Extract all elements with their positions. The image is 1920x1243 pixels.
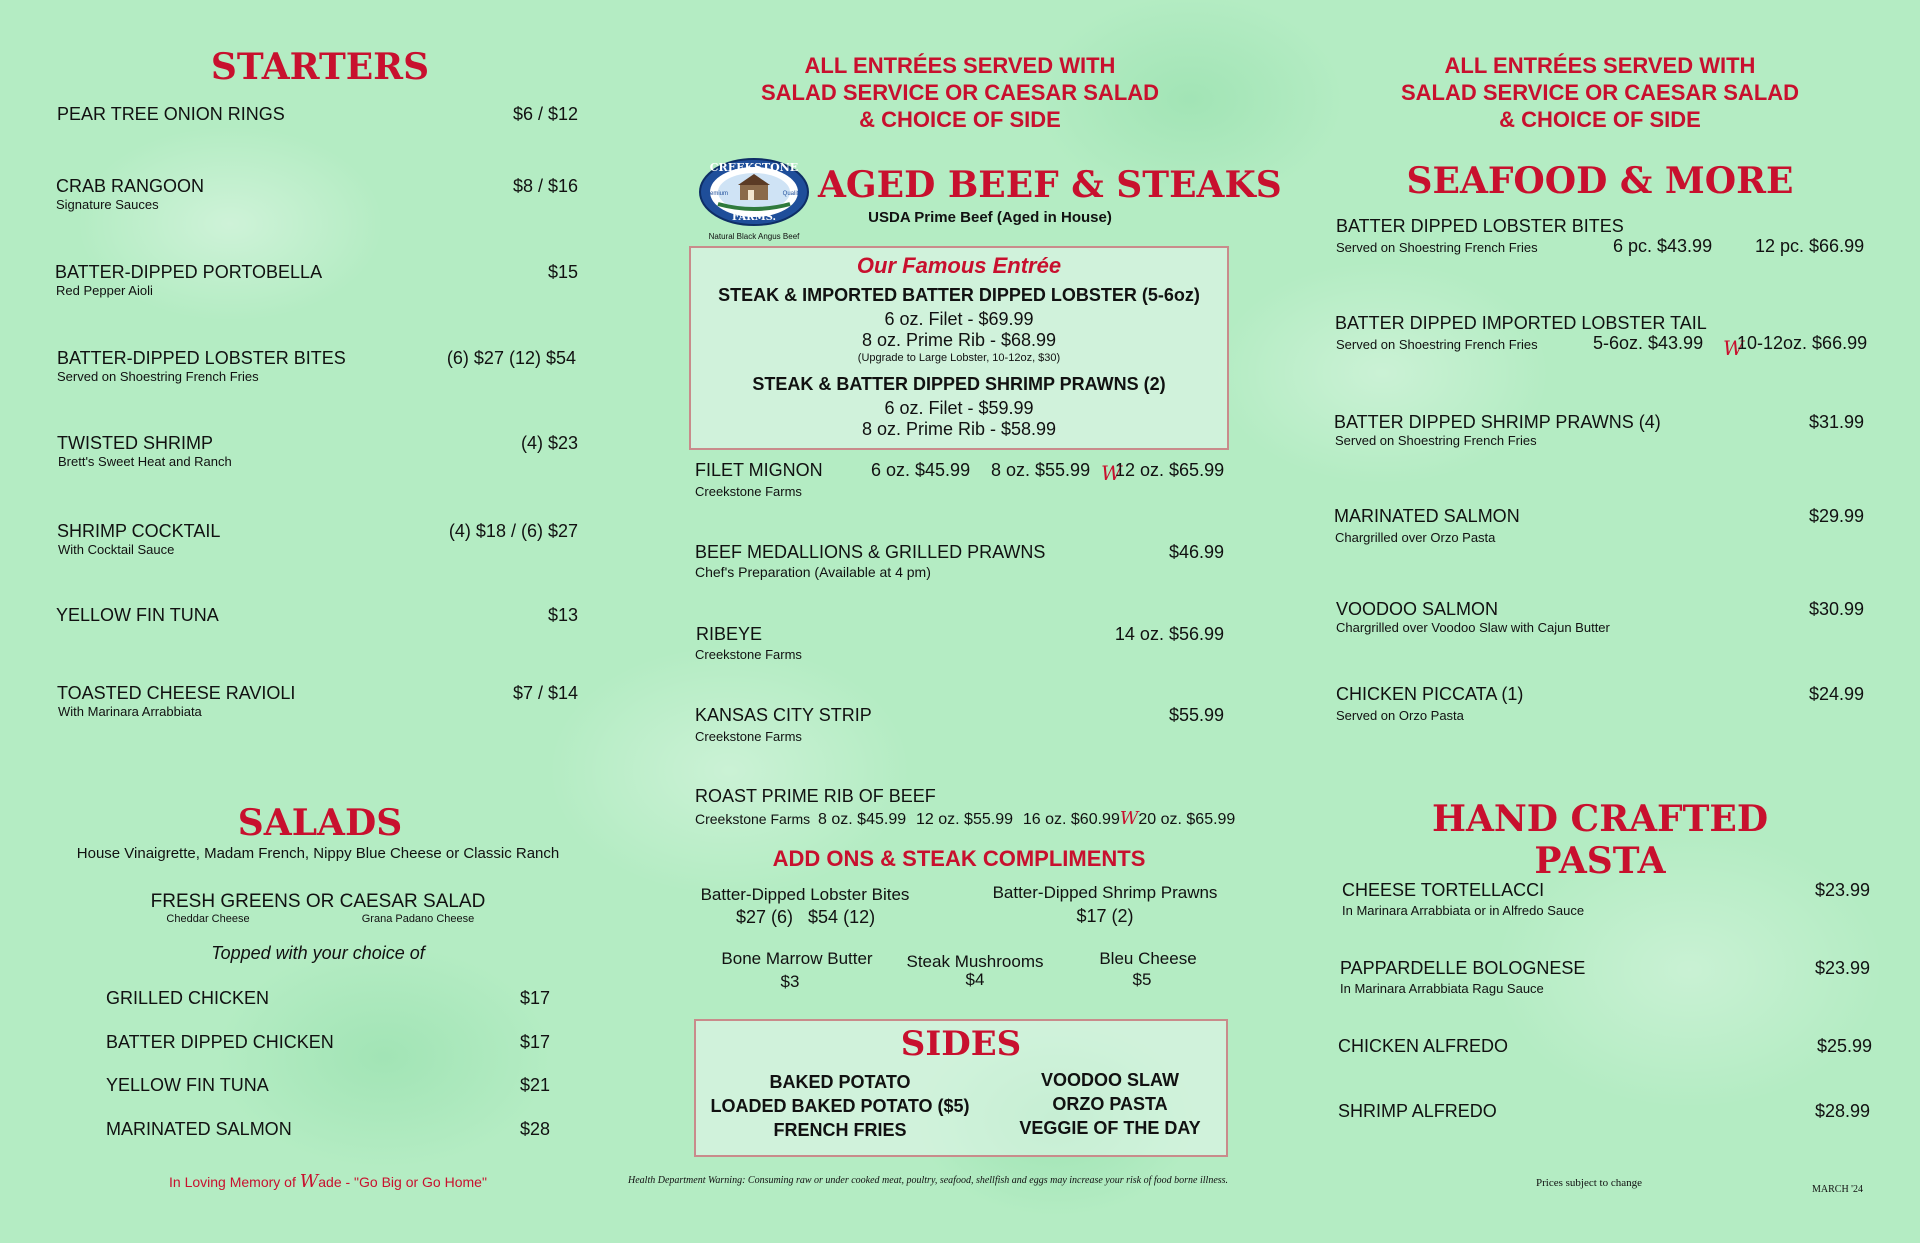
- seafood-item-name: BATTER DIPPED LOBSTER BITES: [1336, 216, 1624, 236]
- seafood-item-price: $24.99: [1808, 684, 1864, 704]
- seafood-item-desc: Served on Orzo Pasta: [1336, 708, 1464, 723]
- pasta-item-name: CHICKEN ALFREDO: [1338, 1036, 1509, 1056]
- side-item: VEGGIE OF THE DAY: [1019, 1118, 1201, 1138]
- beef-item-price: 20 oz. $65.99: [1138, 811, 1236, 828]
- seafood-item-name: VOODOO SALMON: [1336, 599, 1499, 619]
- pasta-item-name: SHRIMP ALFREDO: [1338, 1101, 1497, 1121]
- seafood-item-desc: Served on Shoestring French Fries: [1335, 433, 1537, 448]
- famous-lobster-rib: 8 oz. Prime Rib - $68.99: [861, 330, 1057, 350]
- starter-item-price: (6) $27 (12) $54: [446, 348, 576, 368]
- salad-topping-name: BATTER DIPPED CHICKEN: [106, 1032, 334, 1052]
- addon-price: $27 (6) $54 (12): [736, 907, 876, 927]
- seafood-title: SEAFOOD & MORE: [1406, 160, 1794, 202]
- seafood-item-name: MARINATED SALMON: [1334, 506, 1520, 526]
- starter-item-name: SHRIMP COCKTAIL: [57, 521, 221, 541]
- seafood-item-price: $31.99: [1808, 412, 1864, 432]
- memorial-note-post: ade - "Go Big or Go Home": [318, 1174, 487, 1190]
- starter-item-name: BATTER-DIPPED LOBSTER BITES: [57, 348, 346, 368]
- beef-item-price: 12 oz. $55.99: [916, 811, 1013, 828]
- starter-item-desc: With Marinara Arrabbiata: [58, 704, 202, 719]
- addon-name: Batter-Dipped Shrimp Prawns: [992, 883, 1218, 902]
- beef-item-price: $46.99: [1168, 542, 1224, 562]
- starter-item-desc: Brett's Sweet Heat and Ranch: [58, 454, 232, 469]
- seafood-item-price: $29.99: [1808, 506, 1864, 526]
- beef-item-price: 12 oz. $65.99: [1115, 460, 1225, 480]
- creekstone-logo-emblem: [696, 156, 812, 228]
- starter-item-desc: Signature Sauces: [56, 197, 159, 212]
- side-item: ORZO PASTA: [1052, 1094, 1168, 1114]
- sides-title: SIDES: [900, 1024, 1022, 1064]
- side-item: BAKED POTATO: [769, 1072, 911, 1092]
- pasta-title-line: HAND CRAFTED: [1431, 798, 1769, 840]
- beef-item-name: BEEF MEDALLIONS & GRILLED PRAWNS: [695, 542, 1046, 562]
- salad-dressings: House Vinaigrette, Madam French, Nippy Blue Cheese or Classic Ranch: [76, 845, 560, 862]
- beef-item-desc: Creekstone Farms: [695, 729, 802, 744]
- seafood-item-desc: Chargrilled over Voodoo Slaw with Cajun Butter: [1336, 620, 1610, 635]
- beef-item-name: KANSAS CITY STRIP: [695, 705, 872, 725]
- salad-choice-sub-right: Grana Padano Cheese: [361, 913, 475, 925]
- entree-note-line: SALAD SERVICE OR CAESAR SALAD: [760, 80, 1160, 105]
- seafood-item-price: 12 pc. $66.99: [1755, 236, 1865, 256]
- side-item: LOADED BAKED POTATO ($5): [710, 1096, 970, 1116]
- entree-note-line: & CHOICE OF SIDE: [859, 107, 1061, 132]
- beef-item-name: ROAST PRIME RIB OF BEEF: [695, 786, 936, 806]
- beef-item-price: 8 oz. $45.99: [818, 811, 907, 828]
- starter-item-price: $13: [547, 605, 578, 625]
- salad-topping-name: GRILLED CHICKEN: [106, 988, 270, 1008]
- logo-bottom-text: FARMS.: [732, 212, 776, 223]
- pasta-item-price: $23.99: [1814, 880, 1870, 900]
- pasta-title: [1400, 798, 1800, 882]
- pasta-item-price: $25.99: [1816, 1036, 1872, 1056]
- starter-item-desc: With Cocktail Sauce: [58, 542, 175, 557]
- entree-note-line: & CHOICE OF SIDE: [1499, 107, 1701, 132]
- beef-item-price: $55.99: [1168, 705, 1224, 725]
- starter-item-name: TOASTED CHEESE RAVIOLI: [57, 683, 296, 703]
- seafood-item-price: 6 pc. $43.99: [1613, 236, 1713, 256]
- pasta-item-price: $28.99: [1814, 1101, 1870, 1121]
- salad-topping-price: $28: [519, 1119, 550, 1139]
- beef-item-desc: Chef's Preparation (Available at 4 pm): [695, 564, 931, 580]
- memorial-note-pre: In Loving Memory of: [169, 1174, 300, 1190]
- beef-item-desc: Creekstone Farms: [695, 647, 802, 662]
- addon-price: $5: [1132, 970, 1152, 989]
- seafood-item-name: CHICKEN PICCATA (1): [1336, 684, 1524, 704]
- starter-item-price: $7 / $14: [512, 683, 578, 703]
- pasta-item-name: PAPPARDELLE BOLOGNESE: [1340, 958, 1586, 978]
- starters-title: STARTERS: [210, 46, 430, 88]
- entree-note-middle: [700, 52, 1220, 133]
- addon-price: $3: [780, 972, 800, 991]
- beef-item-price: 8 oz. $55.99: [991, 460, 1091, 480]
- famous-lobster-upgrade: (Upgrade to Large Lobster, 10-12oz, $30): [857, 352, 1061, 364]
- seafood-item-name: BATTER DIPPED IMPORTED LOBSTER TAIL: [1335, 313, 1707, 333]
- beef-item-desc: Creekstone Farms: [695, 811, 811, 827]
- pasta-item-desc: In Marinara Arrabbiata or in Alfredo Sauce: [1342, 903, 1585, 918]
- famous-prawn-title: STEAK & BATTER DIPPED SHRIMP PRAWNS (2): [752, 374, 1166, 394]
- salad-choice-sub-left: Cheddar Cheese: [166, 913, 250, 925]
- starter-item-desc: Red Pepper Aioli: [56, 283, 153, 298]
- salad-topping-price: $21: [519, 1075, 550, 1095]
- logo-left-text: Premium: [703, 191, 729, 197]
- sides-right-list: [1000, 1068, 1220, 1140]
- starter-item-name: BATTER-DIPPED PORTOBELLA: [55, 262, 323, 282]
- addon-name: Bleu Cheese: [1099, 949, 1197, 968]
- entree-note-line: ALL ENTRÉES SERVED WITH: [804, 53, 1116, 78]
- w-mark: W: [1101, 461, 1122, 485]
- beef-subtitle: USDA Prime Beef (Aged in House): [868, 209, 1112, 226]
- seafood-item-desc: Chargrilled over Orzo Pasta: [1335, 530, 1496, 545]
- menu-date: MARCH '24: [1812, 1184, 1863, 1195]
- starter-item-price: (4) $23: [520, 433, 578, 453]
- pasta-item-desc: In Marinara Arrabbiata Ragu Sauce: [1340, 981, 1544, 996]
- seafood-item-name: BATTER DIPPED SHRIMP PRAWNS (4): [1334, 412, 1661, 432]
- salad-topping-price: $17: [519, 1032, 550, 1052]
- salad-topping-name: MARINATED SALMON: [106, 1119, 292, 1139]
- starter-item-name: CRAB RANGOON: [56, 176, 205, 196]
- seafood-item-desc: Served on Shoestring French Fries: [1336, 240, 1538, 255]
- beef-item-price: 16 oz. $60.99: [1022, 811, 1120, 828]
- starter-item-price: $8 / $16: [512, 176, 578, 196]
- addon-price: $17 (2): [1076, 906, 1134, 926]
- logo-right-text: Quality: [782, 191, 802, 197]
- seafood-item-desc: Served on Shoestring French Fries: [1336, 337, 1538, 352]
- beef-item-price: 14 oz. $56.99: [1114, 624, 1224, 644]
- seafood-item-price: $30.99: [1808, 599, 1864, 619]
- w-mark: W: [1119, 808, 1139, 829]
- famous-lobster-title: STEAK & IMPORTED BATTER DIPPED LOBSTER (5-6oz): [718, 285, 1200, 305]
- addon-price: $4: [965, 970, 985, 989]
- salad-topping-name: YELLOW FIN TUNA: [106, 1075, 269, 1095]
- famous-prawn-rib: 8 oz. Prime Rib - $58.99: [861, 419, 1057, 439]
- beef-item-price: 6 oz. $45.99: [871, 460, 971, 480]
- salad-topping-price: $17: [519, 988, 550, 1008]
- logo-top-text: CREEKSTONE: [709, 161, 799, 174]
- w-mark: W: [1723, 336, 1744, 360]
- beef-item-name: RIBEYE: [696, 624, 763, 644]
- sides-left-list: [700, 1070, 980, 1142]
- famous-prawn-filet: 6 oz. Filet - $59.99: [884, 398, 1034, 418]
- w-mark: W: [299, 1171, 319, 1192]
- health-warning: Health Department Warning: Consuming raw or under cooked meat, poultry, seafood, shellfish and eggs may increase your risk of food borne illness.: [628, 1175, 1229, 1186]
- starter-item-name: YELLOW FIN TUNA: [56, 605, 219, 625]
- starter-item-name: TWISTED SHRIMP: [57, 433, 213, 453]
- beef-title: AGED BEEF & STEAKS: [818, 164, 1282, 206]
- side-item: FRENCH FRIES: [773, 1120, 907, 1140]
- beef-item-desc: Creekstone Farms: [695, 484, 802, 499]
- side-item: VOODOO SLAW: [1040, 1070, 1179, 1090]
- entree-note-line: SALAD SERVICE OR CAESAR SALAD: [1400, 80, 1800, 105]
- pasta-title-line: PASTA: [1534, 840, 1666, 882]
- starter-item-price: $15: [547, 262, 578, 282]
- beef-item-name: FILET MIGNON: [695, 460, 823, 480]
- creekstone-logo: [696, 156, 812, 241]
- logo-caption: Natural Black Angus Beef: [708, 232, 800, 241]
- addon-name: Steak Mushrooms: [906, 952, 1044, 971]
- famous-entree-heading: Our Famous Entrée: [856, 253, 1062, 278]
- salad-choice: FRESH GREENS OR CAESAR SALAD: [150, 891, 486, 912]
- seafood-item-price: 10-12oz. $66.99: [1737, 333, 1868, 353]
- prices-note: Prices subject to change: [1536, 1177, 1642, 1189]
- salad-topped-label: Topped with your choice of: [211, 943, 425, 963]
- starter-item-price: $6 / $12: [512, 104, 578, 124]
- seafood-item-price: 5-6oz. $43.99: [1593, 333, 1704, 353]
- addons-title: ADD ONS & STEAK COMPLIMENTS: [772, 846, 1146, 871]
- entree-note-line: ALL ENTRÉES SERVED WITH: [1444, 53, 1756, 78]
- beef-prime-row: [695, 808, 1235, 829]
- addon-name: Batter-Dipped Lobster Bites: [700, 885, 910, 904]
- entree-note-right: [1340, 52, 1860, 133]
- salads-title: SALADS: [237, 802, 403, 844]
- starter-item-price: (4) $18 / (6) $27: [448, 521, 578, 541]
- starter-item-name: PEAR TREE ONION RINGS: [57, 104, 285, 124]
- famous-lobster-filet: 6 oz. Filet - $69.99: [884, 309, 1034, 329]
- pasta-item-name: CHEESE TORTELLACCI: [1342, 880, 1545, 900]
- memorial-note: [169, 1171, 487, 1192]
- pasta-item-price: $23.99: [1814, 958, 1870, 978]
- starter-item-desc: Served on Shoestring French Fries: [57, 369, 259, 384]
- addon-name: Bone Marrow Butter: [721, 949, 873, 968]
